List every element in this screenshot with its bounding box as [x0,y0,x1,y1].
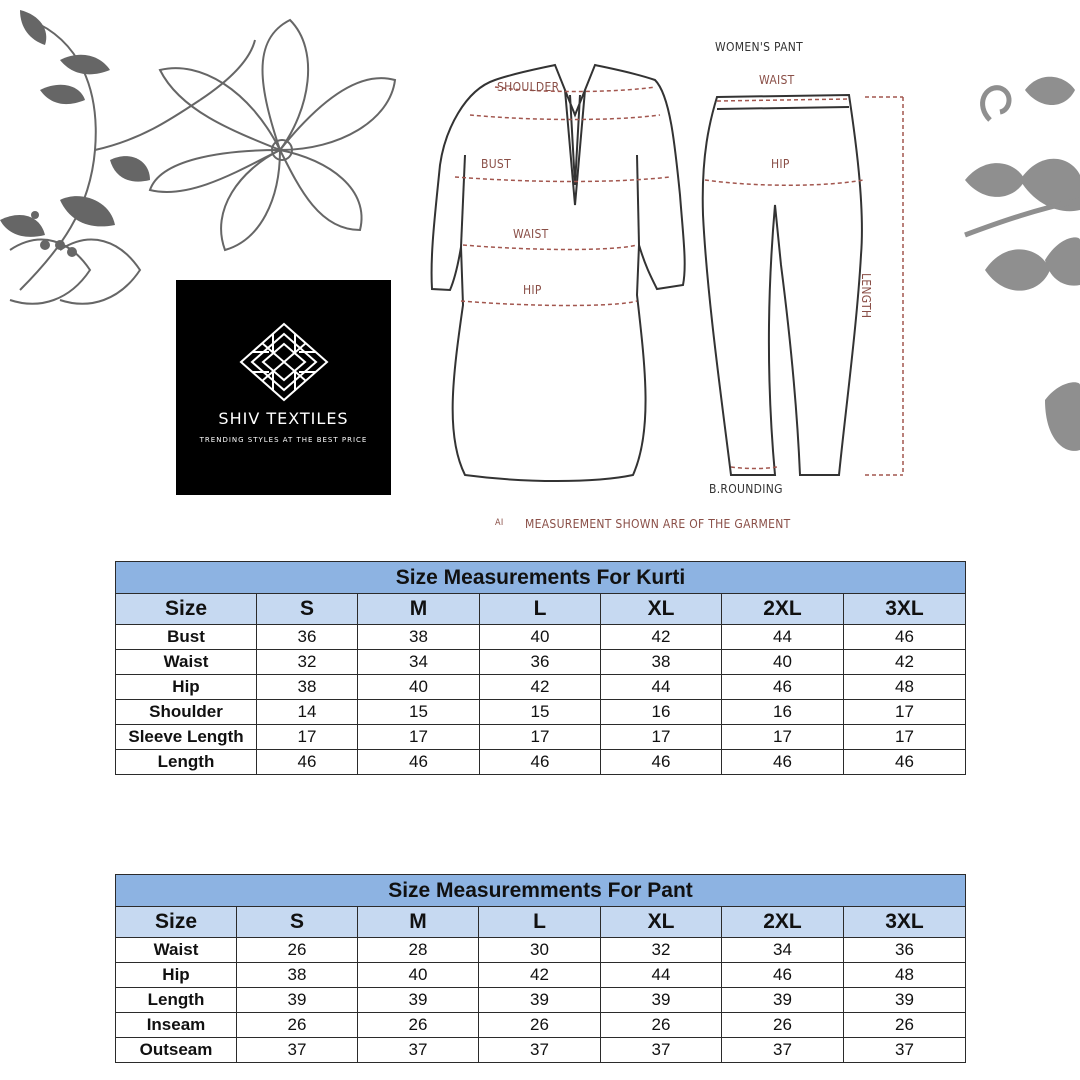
pant-diagram-title: WOMEN'S PANT [715,40,804,54]
table-cell: 39 [722,988,844,1013]
pant-outline-icon [703,95,862,475]
table-cell: 46 [844,625,966,650]
table-cell: 46 [358,750,480,775]
table-cell: 17 [844,700,966,725]
table-cell: 46 [844,750,966,775]
column-header: 3XL [844,594,966,625]
table-cell: 17 [844,725,966,750]
table-cell: 37 [601,1038,722,1063]
floral-decoration-right-icon [945,60,1080,480]
table-cell: 40 [358,675,480,700]
row-label: Shoulder [116,700,257,725]
table-cell: 14 [257,700,358,725]
pant-table-title: Size Measuremments For Pant [116,875,966,907]
table-cell: 48 [844,675,966,700]
table-cell: 17 [257,725,358,750]
table-cell: 17 [601,725,722,750]
column-header: L [479,907,601,938]
column-header: Size [116,907,237,938]
table-row [116,725,966,750]
kurti-label-shoulder: SHOULDER [497,80,560,94]
table-cell: 39 [844,988,966,1013]
brand-name: SHIV TEXTILES [218,409,349,428]
table-cell: 44 [601,675,722,700]
table-cell: 44 [722,625,844,650]
table-cell: 26 [237,1013,358,1038]
kurti-outline-icon [432,65,685,481]
column-header: XL [601,907,722,938]
table-cell: 26 [237,938,358,963]
table-cell: 38 [358,625,480,650]
brand-logo [176,280,391,495]
table-cell: 46 [601,750,722,775]
table-cell: 42 [844,650,966,675]
column-header: M [358,594,480,625]
kurti-table-title: Size Measurements For Kurti [116,562,966,594]
row-label: Inseam [116,1013,237,1038]
table-row [116,700,966,725]
pant-measure-lines [705,97,903,475]
row-label: Waist [116,938,237,963]
table-cell: 26 [479,1013,601,1038]
table-cell: 32 [257,650,358,675]
garment-diagram [425,35,945,540]
brand-tagline: TRENDING STYLES AT THE BEST PRICE [199,436,368,444]
table-cell: 40 [722,650,844,675]
kurti-size-table [115,561,966,775]
table-cell: 36 [844,938,966,963]
pant-label-bottom-rounding: B.ROUNDING [709,482,783,496]
table-cell: 37 [844,1038,966,1063]
table-cell: 46 [480,750,601,775]
table-row [116,650,966,675]
row-label: Length [116,988,237,1013]
kurti-label-hip: HIP [523,283,542,297]
table-cell: 17 [722,725,844,750]
table-cell: 38 [601,650,722,675]
column-header: XL [601,594,722,625]
pant-table-header [116,907,966,938]
table-cell: 15 [480,700,601,725]
row-label: Length [116,750,257,775]
table-cell: 28 [358,938,479,963]
table-cell: 46 [722,963,844,988]
table-cell: 40 [358,963,479,988]
table-cell: 17 [480,725,601,750]
column-header: L [480,594,601,625]
row-label: Sleeve Length [116,725,257,750]
row-label: Hip [116,963,237,988]
table-row [116,963,966,988]
table-cell: 39 [358,988,479,1013]
column-header: 2XL [722,594,844,625]
table-row [116,625,966,650]
pant-size-table [115,874,966,1063]
table-cell: 36 [257,625,358,650]
table-row [116,1038,966,1063]
garment-note: MEASUREMENT SHOWN ARE OF THE GARMENT [525,517,791,531]
table-cell: 46 [722,750,844,775]
table-row [116,1013,966,1038]
column-header: 3XL [844,907,966,938]
table-cell: 34 [722,938,844,963]
table-cell: 39 [479,988,601,1013]
column-header: Size [116,594,257,625]
table-cell: 17 [358,725,480,750]
row-label: Bust [116,625,257,650]
table-cell: 16 [722,700,844,725]
table-cell: 48 [844,963,966,988]
table-cell: 37 [237,1038,358,1063]
table-cell: 16 [601,700,722,725]
note-prefix: AI [495,518,504,528]
table-row [116,988,966,1013]
table-cell: 15 [358,700,480,725]
pant-label-length: LENGTH [859,273,873,319]
table-cell: 32 [601,938,722,963]
table-cell: 26 [358,1013,479,1038]
table-cell: 42 [479,963,601,988]
table-row [116,938,966,963]
column-header: S [257,594,358,625]
table-cell: 40 [480,625,601,650]
row-label: Waist [116,650,257,675]
row-label: Outseam [116,1038,237,1063]
kurti-label-waist: WAIST [513,227,549,241]
column-header: 2XL [722,907,844,938]
table-cell: 38 [237,963,358,988]
table-cell: 39 [601,988,722,1013]
table-cell: 26 [601,1013,722,1038]
table-cell: 34 [358,650,480,675]
pant-label-hip: HIP [771,157,790,171]
table-row [116,675,966,700]
kurti-table-header [116,594,966,625]
table-row [116,750,966,775]
table-cell: 36 [480,650,601,675]
table-cell: 26 [844,1013,966,1038]
column-header: M [358,907,479,938]
table-cell: 46 [257,750,358,775]
table-cell: 44 [601,963,722,988]
pant-label-waist: WAIST [759,73,795,87]
diamond-knot-logo-icon [239,322,329,402]
table-cell: 37 [358,1038,479,1063]
table-cell: 46 [722,675,844,700]
table-cell: 39 [237,988,358,1013]
table-cell: 42 [601,625,722,650]
table-cell: 38 [257,675,358,700]
kurti-label-bust: BUST [481,157,511,171]
table-cell: 37 [722,1038,844,1063]
row-label: Hip [116,675,257,700]
table-cell: 42 [480,675,601,700]
table-cell: 37 [479,1038,601,1063]
table-cell: 26 [722,1013,844,1038]
table-cell: 30 [479,938,601,963]
column-header: S [237,907,358,938]
